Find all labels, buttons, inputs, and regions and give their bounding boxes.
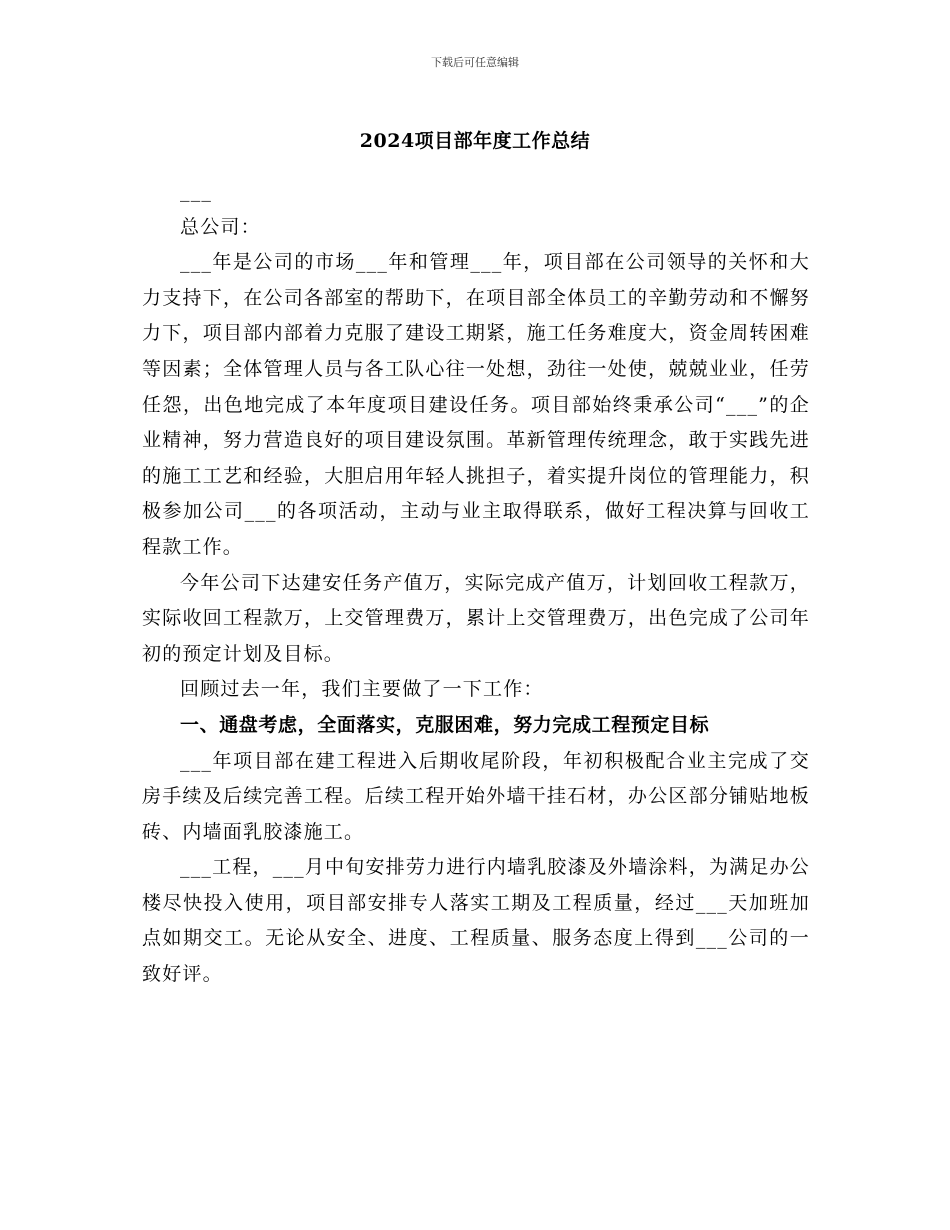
paragraph-review: 回顾过去一年，我们主要做了一下工作： bbox=[180, 678, 544, 701]
salutation: 总公司： bbox=[180, 215, 261, 238]
header-note: 下载后可任意编辑 bbox=[431, 56, 519, 69]
paragraph-project: ___工程，___月中旬安排劳力进行内墙乳胶漆及外墙涂料，为满足办公楼尽快投入使用，项目部安排专人落实工期及工程质量，经过___天加班加点如期交工。无论从安全、进度、工程质量、服务态度上得到___公司的一致好评。 bbox=[142, 856, 810, 986]
paragraph-closing-phase: ___年项目部在建工程进入后期收尾阶段，年初积极配合业主完成了交房手续及后续完善工程。后续工程开始外墙干挂石材，办公区部分铺贴地板砖、内墙面乳胶漆施工。 bbox=[142, 749, 810, 843]
document-body bbox=[142, 174, 810, 993]
section-heading: 一、通盘考虑，全面落实，克服困难，努力完成工程预定目标 bbox=[180, 713, 710, 736]
blank-line: ___ bbox=[180, 180, 213, 202]
paragraph-intro: ___年是公司的市场___年和管理___年，项目部在公司领导的关怀和大力支持下，在公司各部室的帮助下，在项目部全体员工的辛勤劳动和不懈努力下，项目部内部着力克服了建设工期紧，施工任务难度大，资金周转困难等因素；全体管理人员与各工队心往一处想，劲往一处使，兢兢业业，任劳任怨，出色地完成了本年度项目建设任务。项目部始终秉承公司“___”的企业精神，努力营造良好的项目建设氛围。革新管理传统理念，敢于实践先进的施工工艺和经验，大胆启用年轻人挑担子，着实提升岗位的管理能力，积极参加公司___的各项活动，主动与业主取得联系，做好工程决算与回收工程款工作。 bbox=[142, 251, 810, 558]
paragraph-targets: 今年公司下达建安任务产值万，实际完成产值万，计划回收工程款万，实际收回工程款万，上交管理费万，累计上交管理费万，出色完成了公司年初的预定计划及目标。 bbox=[142, 571, 810, 665]
document-title: 2024项目部年度工作总结 bbox=[359, 130, 591, 152]
